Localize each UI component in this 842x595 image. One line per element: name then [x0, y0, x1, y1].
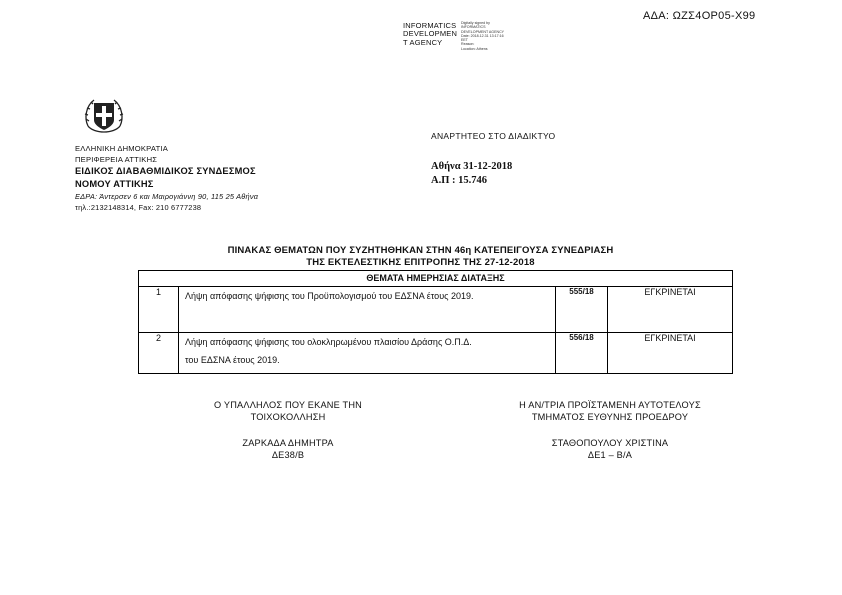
document-date: Αθήνα 31-12-2018	[431, 161, 513, 172]
issuer-phone: τηλ.:2132148314, Fax: 210 6777238	[75, 203, 202, 212]
decision-number: 555/18	[556, 287, 608, 333]
signatory-role: Ο ΥΠΑΛΛΗΛΟΣ ΠΟΥ ΕΚΑΝΕ ΤΗΝ	[213, 400, 363, 410]
posting-notice: ΑΝΑΡΤΗΤΕΟ ΣΤΟ ΔΙΑΔΙΚΤΥΟ	[431, 131, 556, 141]
stamp-detail: EET	[461, 38, 468, 43]
stamp-detail: Digitally signed by	[461, 21, 490, 25]
item-status: ΕΓΚΡΙΝΕΤΑΙ	[608, 333, 733, 374]
signatory-rank: ΔΕ1 – Β/Α	[587, 449, 633, 460]
date-protocol-block	[431, 160, 512, 188]
stamp-line: INFORMATICS	[403, 21, 457, 30]
document-title	[150, 245, 691, 269]
protocol-number: Α.Π : 15.746	[431, 175, 487, 186]
stamp-line: DEVELOPMEN	[403, 29, 458, 39]
title-line: ΤΗΣ ΕΚΤΕΛΕΣΤΙΚΗΣ ΕΠΙΤΡΟΠΗΣ ΤΗΣ 27-12-2018	[306, 257, 535, 268]
stamp-line: T AGENCY	[403, 37, 443, 47]
item-status: ΕΓΚΡΙΝΕΤΑΙ	[608, 287, 733, 333]
signature-block-left	[178, 400, 398, 461]
table-row	[139, 287, 733, 333]
item-description	[179, 287, 556, 333]
issuer-region: ΠΕΡΙΦΕΡΕΙΑ ΑΤΤΙΚΗΣ	[75, 154, 158, 164]
issuer-republic: ΕΛΛΗΝΙΚΗ ΔΗΜΟΚΡΑΤΙΑ	[75, 144, 168, 153]
greek-coat-of-arms-icon	[82, 94, 126, 138]
item-text: του ΕΔΣΝΑ έτους 2019.	[185, 355, 280, 365]
signatory-name: ΖΑΡΚΑΔΑ ΔΗΜΗΤΡΑ	[242, 438, 334, 448]
ada-code: ΑΔΑ: ΩΖΣ4ΟΡ05-Χ99	[643, 10, 756, 22]
issuer-address: ΕΔΡΑ: Άντερσεν 6 και Μαιρογιάννη 90, 115 25 Αθήνα	[75, 192, 259, 201]
title-line: ΠΙΝΑΚΑΣ ΘΕΜΑΤΩΝ ΠΟΥ ΣΥΖΗΤΗΘΗΚΑΝ ΣΤΗΝ 46η ΚΑΤΕΠΕΙΓΟΥΣΑ ΣΥΝΕΔΡΙΑΣΗ	[227, 245, 614, 256]
issuer-block	[75, 144, 258, 213]
signatory-role: ΤΜΗΜΑΤΟΣ ΕΥΘΥΝΗΣ ΠΡΟΕΔΡΟΥ	[531, 411, 689, 422]
signatory-rank: ΔΕ38/Β	[271, 449, 305, 460]
signatory-name: ΣΤΑΘΟΠΟΥΛΟΥ ΧΡΙΣΤΙΝΑ	[551, 438, 669, 448]
item-text: Λήψη απόφασης ψήφισης του Προϋπολογισμού του ΕΔΣΝΑ έτους 2019.	[185, 291, 474, 301]
item-number: 1	[139, 287, 179, 333]
item-number: 2	[139, 333, 179, 374]
signature-block-right	[475, 400, 745, 461]
stamp-detail: INFORMATICS	[461, 25, 486, 30]
issuer-org-name: ΕΙΔΙΚΟΣ ΔΙΑΒΑΘΜΙΔΙΚΟΣ ΣΥΝΔΕΣΜΟΣ	[75, 166, 256, 176]
digital-signature-stamp	[403, 22, 457, 47]
issuer-org-region: ΝΟΜΟΥ ΑΤΤΙΚΗΣ	[75, 179, 154, 189]
table-row	[139, 333, 733, 374]
signatory-role: Η ΑΝ/ΤΡΙΑ ΠΡΟΪΣΤΑΜΕΝΗ ΑΥΤΟΤΕΛΟΥΣ	[519, 400, 701, 410]
table-header-row	[139, 271, 733, 287]
stamp-detail: Date: 2018.12.31 13:17:16	[461, 33, 504, 38]
digital-signature-details	[461, 21, 504, 51]
stamp-detail: Reason:	[461, 42, 475, 47]
item-description	[179, 333, 556, 374]
item-text: Λήψη απόφασης ψήφισης του ολοκληρωμένου πλαισίου Δράσης Ο.Π.Δ.	[185, 337, 472, 347]
agenda-table	[138, 270, 733, 374]
stamp-detail: DEVELOPMENT AGENCY	[461, 29, 505, 34]
signatory-role: ΤΟΙΧΟΚΟΛΛΗΣΗ	[250, 411, 326, 422]
stamp-detail: Location: Athens	[461, 46, 488, 51]
table-header: ΘΕΜΑΤΑ ΗΜΕΡΗΣΙΑΣ ΔΙΑΤΑΞΗΣ	[139, 271, 733, 287]
decision-number: 556/18	[556, 333, 608, 374]
